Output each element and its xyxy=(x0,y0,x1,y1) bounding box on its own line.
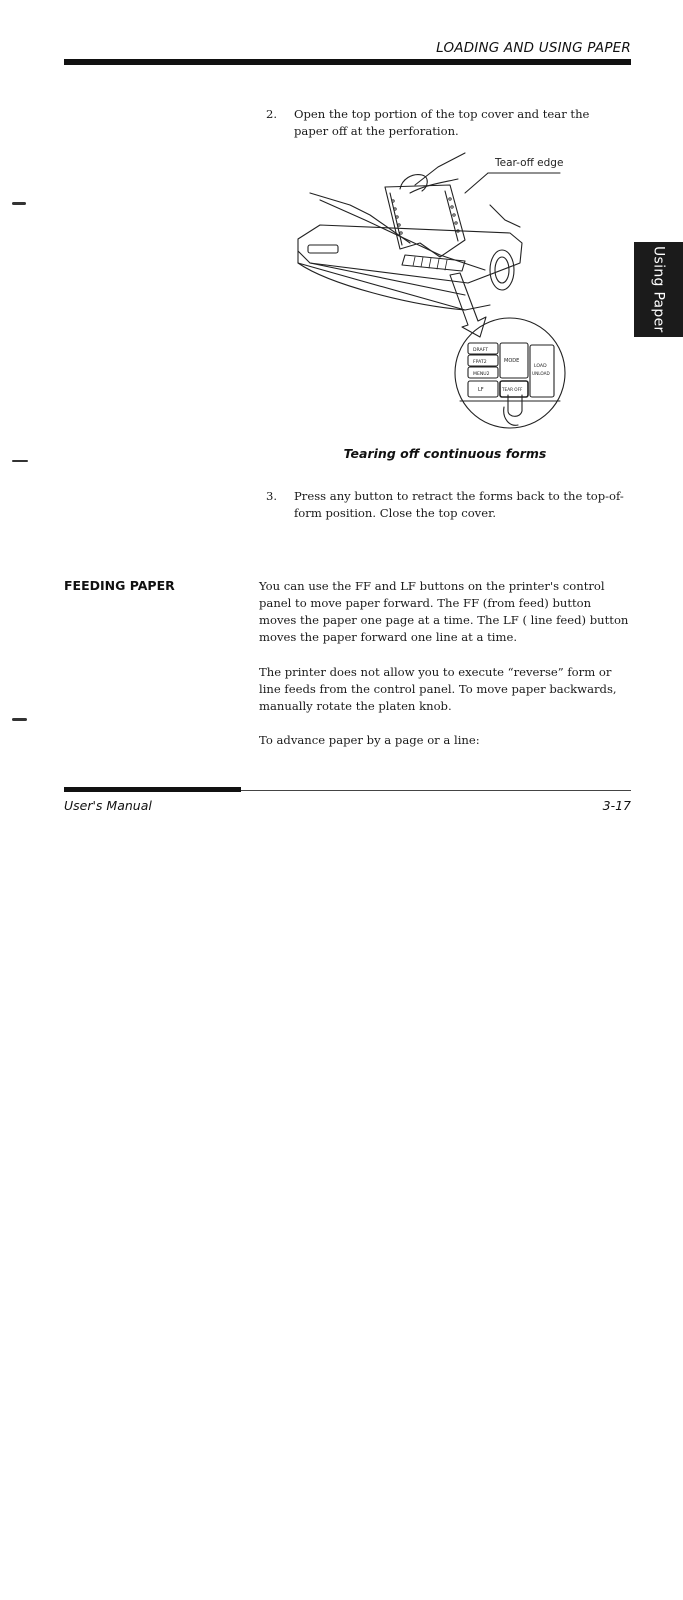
section-heading: FEEDING PAPER xyxy=(64,578,175,593)
panel-btn-mode: MODE xyxy=(504,358,520,364)
footer-rule-thick xyxy=(64,787,241,792)
step-3 xyxy=(266,488,625,522)
footer-manual-title: User's Manual xyxy=(64,798,152,813)
panel-btn-unload: UNLOAD xyxy=(532,371,550,376)
paragraph: To advance paper by a page or a line: xyxy=(259,733,480,747)
printer-tear-off-illustration xyxy=(290,145,580,440)
figure-caption: Tearing off continuous forms xyxy=(343,446,547,461)
panel-btn-draft: DRAFT xyxy=(473,348,489,353)
scan-speck xyxy=(12,460,28,462)
step-text: Press any button to retract the forms back to the top-of-form position. Close the top cover. xyxy=(294,489,624,520)
scan-speck xyxy=(12,202,26,205)
step-number: 2. xyxy=(266,107,278,121)
step-number: 3. xyxy=(266,489,278,503)
panel-btn-lf: LF xyxy=(478,387,484,393)
running-header: LOADING AND USING PAPER xyxy=(436,40,631,56)
tear-off-edge-label: Tear-off edge xyxy=(495,157,564,169)
step-text: Open the top portion of the top cover and tear the paper off at the perforation. xyxy=(294,107,590,138)
scan-speck xyxy=(12,718,27,721)
panel-btn-tear-off: TEAR OFF xyxy=(502,387,523,392)
paragraph: The printer does not allow you to execute “reverse” form or line feeds from the control panel. To move paper backwards, manually rotate the platen knob. xyxy=(259,665,617,713)
panel-btn-menu2: MENU2 xyxy=(473,372,490,377)
panel-btn-load: LOAD xyxy=(534,364,547,369)
section-thumb-tab xyxy=(634,242,683,337)
paragraph: You can use the FF and LF buttons on the printer's control panel to move paper forward. The FF (from feed) button moves the paper one page at a time. The LF ( line feed) button moves the paper forward one line at a time. xyxy=(259,579,629,644)
footer-rule-thin xyxy=(241,790,631,791)
step-2 xyxy=(266,106,625,140)
section-thumb-tab-label: Using Paper xyxy=(650,246,667,333)
page-number: 3-17 xyxy=(602,798,631,813)
panel-btn-fpat2: FPAT2 xyxy=(473,360,487,365)
header-rule xyxy=(64,59,631,65)
